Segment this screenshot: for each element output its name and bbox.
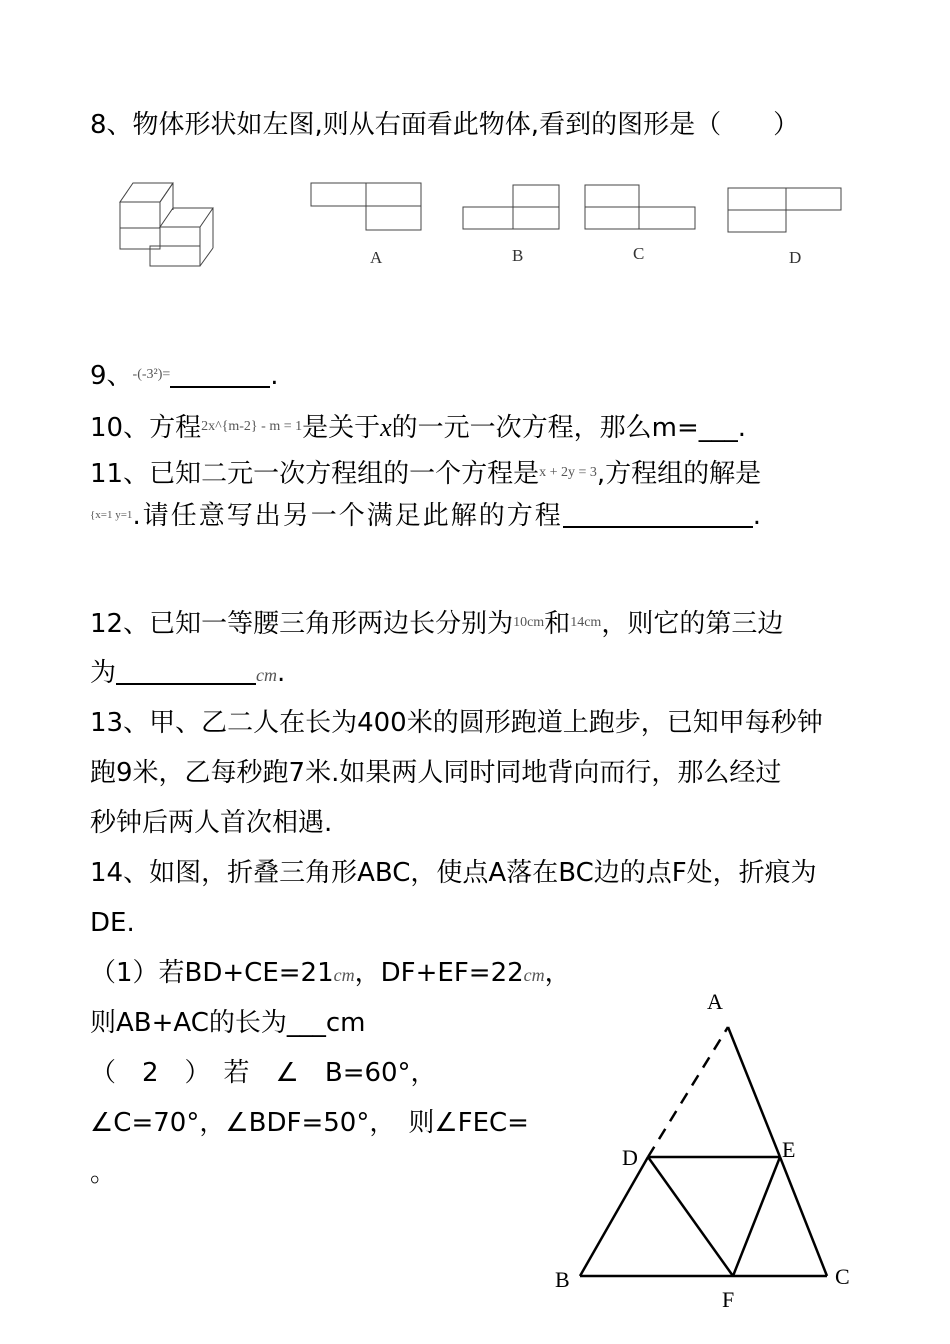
question-11-suffix: ,方程组的解是 (596, 459, 762, 489)
question-9 (90, 358, 279, 393)
question-11-solution-system: {x=1 y=1 (90, 509, 133, 521)
question-14-part-1 (90, 956, 571, 992)
option-a-figure (308, 180, 426, 234)
question-8-text: 8、物体形状如左图,则从右面看此物体,看到的图形是（ ） (90, 110, 800, 140)
option-d-figure (725, 185, 847, 235)
question-12-and: 和 (544, 609, 571, 639)
vertex-a-label: A (707, 989, 723, 1014)
question-11-line-1 (90, 456, 761, 491)
question-12-line-2 (90, 656, 285, 692)
question-11-answer-blank[interactable] (563, 500, 753, 528)
question-14-part-2-line-1: （ 2 ） 若 ∠ B=60°， (90, 1058, 437, 1088)
question-14-part-1-middle: ，DF+EF=22 (354, 958, 524, 988)
question-12-prefix: 12、已知一等腰三角形两边长分别为 (90, 609, 514, 639)
question-14-part-2-line-2: ∠C=70°，∠BDF=50°， 则∠FEC= (90, 1108, 529, 1138)
question-10-suffix: 的一元一次方程，那么m=___. (391, 413, 747, 443)
question-12-suffix: ，则它的第三边 (601, 609, 784, 639)
question-14-part-1-line-2: 则AB+AC的长为___cm (90, 1008, 366, 1038)
segment-df (648, 1157, 733, 1276)
vertex-f-label: F (722, 1287, 735, 1312)
question-12-side-a: 10cm (513, 615, 545, 630)
question-14-line-1: 14、如图，折叠三角形ABC，使点A落在BC边的点F处，折痕为 (90, 858, 817, 888)
question-8-solid-figure (115, 180, 220, 270)
side-ae (728, 1027, 780, 1157)
question-10-prefix: 10、方程 (90, 413, 202, 443)
fold-ad-dashed (648, 1027, 728, 1157)
question-12-line-2-prefix: 为 (90, 658, 117, 688)
segment-ef (733, 1157, 780, 1276)
question-11-instruction: .请任意写出另一个满足此解的方程 (132, 501, 563, 531)
question-10-equation: 2x^{m-2} - m = 1 (201, 419, 303, 434)
side-bd (580, 1157, 648, 1276)
question-12-answer-blank[interactable] (116, 657, 256, 685)
vertex-e-label: E (782, 1137, 796, 1162)
question-10-variable: x (380, 413, 392, 442)
question-9-prefix: 9、 (90, 361, 133, 391)
question-9-suffix: . (270, 361, 279, 391)
question-10 (90, 410, 746, 445)
question-14-part-2-line-3: 。 (90, 1158, 117, 1188)
question-12-side-b: 14cm (570, 615, 602, 630)
question-12-end: . (277, 658, 286, 688)
question-13-line-1: 13、甲、乙二人在长为400米的圆形跑道上跑步，已知甲每秒钟 (90, 708, 823, 738)
question-9-answer-blank[interactable] (170, 360, 270, 388)
question-12-unit: cm (256, 665, 278, 685)
question-12-line-1 (90, 606, 783, 641)
question-11-line-2 (90, 498, 763, 533)
question-11-end: . (752, 501, 763, 531)
option-c-figure (582, 182, 700, 232)
question-14-line-2: DE. (90, 908, 135, 938)
option-c-label: C (633, 244, 645, 263)
question-13-line-2: 跑9米，乙每秒跑7米.如果两人同时同地背向而行，那么经过 (90, 758, 782, 788)
question-14-part-1-end: ， (544, 958, 571, 988)
option-b-figure (460, 182, 565, 232)
triangle-fold-figure (550, 985, 870, 1315)
question-14-part-1-unit-2: cm (523, 965, 545, 985)
question-14-part-1-unit-1: cm (333, 965, 355, 985)
side-ec (780, 1157, 827, 1276)
vertex-b-label: B (555, 1267, 570, 1292)
option-a-label: A (370, 248, 383, 267)
question-14-part-1-prefix: （1）若BD+CE=21 (90, 958, 334, 988)
question-11-prefix: 11、已知二元一次方程组的一个方程是 (90, 459, 540, 489)
option-b-label: B (512, 246, 524, 265)
question-13-line-3: 秒钟后两人首次相遇. (90, 808, 333, 838)
vertex-d-label: D (622, 1145, 638, 1170)
question-10-middle: 是关于 (302, 413, 381, 443)
option-d-label: D (789, 248, 802, 267)
question-9-expression: -(-3²)= (132, 367, 171, 382)
question-11-equation: x + 2y = 3 (539, 465, 597, 480)
vertex-c-label: C (835, 1264, 850, 1289)
